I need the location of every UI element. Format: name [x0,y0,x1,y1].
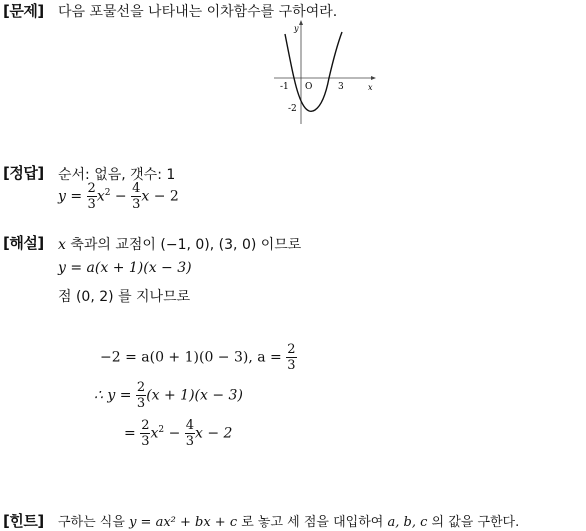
graph-origin-label: O [305,82,313,92]
problem-tag: [문제] [3,2,44,20]
answer-frac1: $\frac{2}{3}$ [87,181,96,212]
solution-eq1: −2 = a(0 + 1)(0 − 3), a = $\frac{2}{3}$ [100,342,296,373]
answer-equation: y = $\frac{2}{3}$ $x^2$ − $\frac{4}{3}$ x − 2 [58,181,179,212]
solution-eq3-frac1: $\frac{2}{3}$ [141,418,150,449]
solution-line3: 점 (0, 2) 를 지나므로 [58,289,191,305]
y-axis-arrow [299,20,303,25]
solution-eq2-frac: $\frac{2}{3}$ [136,380,146,411]
x-axis-arrow [371,76,376,80]
solution-line1: x 축과의 교점이 (−1, 0), (3, 0) 이므로 [58,237,302,253]
answer-frac2: $\frac{4}{3}$ [132,181,141,212]
hint-formula: y = ax² + bx + c [129,515,238,530]
parabola-curve [285,32,342,111]
graph-y-label: y [294,24,299,33]
solution-tag: [해설] [3,234,44,252]
hint-tag: [힌트] [3,512,44,530]
graph-tick-neg2: -2 [288,104,297,114]
solution-eq2: ∴ y = $\frac{2}{3}$ (x + 1)(x − 3) [94,380,243,411]
answer-eq-prefix: y = [58,188,83,205]
solution-eq1-frac: $\frac{2}{3}$ [287,342,296,373]
solution-eq3-frac2: $\frac{4}{3}$ [185,418,195,449]
solution-eq3: = $\frac{2}{3}$ $x^2$ − $\frac{4}{3}$ x − 2 [124,418,233,449]
answer-line1: 순서: 없음, 갯수: 1 [58,167,176,183]
solution-line2: y = a(x + 1)(x − 3) [58,260,192,276]
graph-tick-neg1: -1 [280,82,289,92]
graph-tick-3: 3 [338,82,344,92]
hint-text: 구하는 식을 y = ax² + bx + c 로 놓고 세 점을 대입하여 a, b, c 의 값을 구한다. [58,515,520,530]
parabola-graph [270,18,380,128]
answer-tag: [정답] [3,164,44,182]
graph-x-label: x [368,83,373,92]
hint-abc: a, b, c [387,515,428,530]
problem-text: 다음 포물선을 나타내는 이차함수를 구하여라. [58,4,338,20]
